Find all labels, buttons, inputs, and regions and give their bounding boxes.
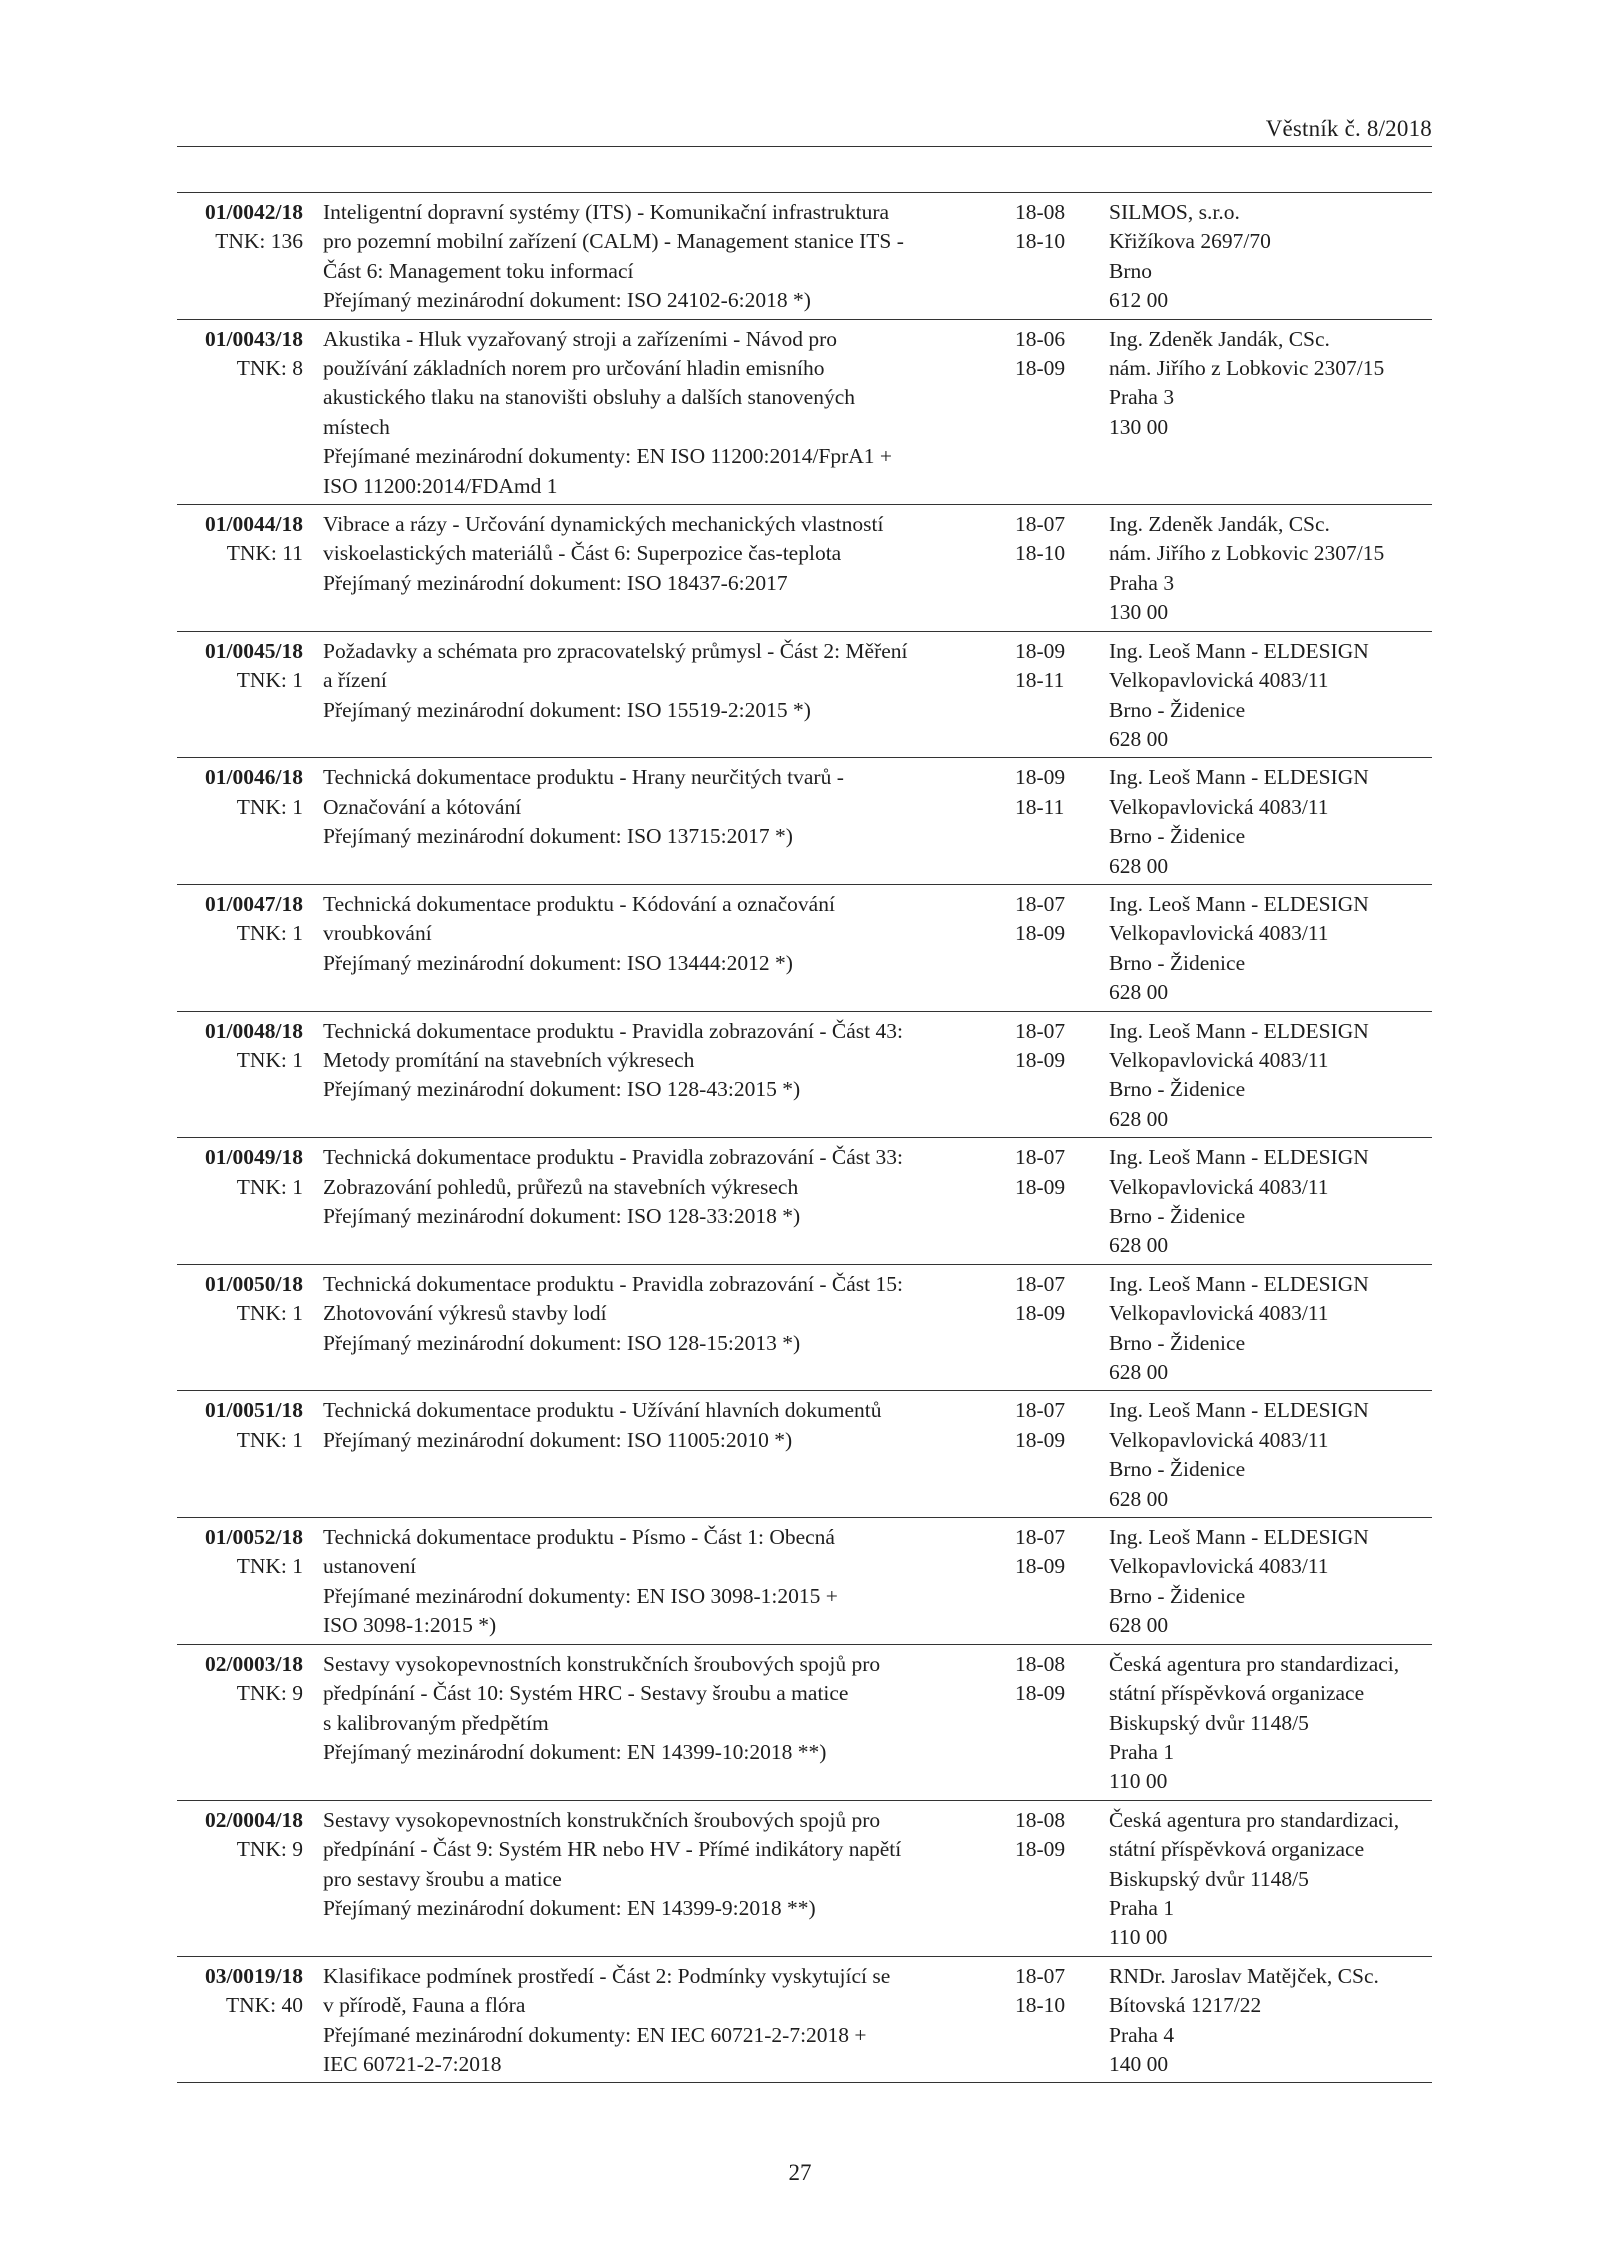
date-line: 18-09 <box>1015 1301 1066 1326</box>
description-line: Technická dokumentace produktu - Hrany neurčitých tvarů - <box>323 765 844 790</box>
entry-number: 01/0043/18 <box>205 326 303 351</box>
description-line: IEC 60721-2-7:2018 <box>323 2051 502 2076</box>
entry-id-column <box>177 325 303 384</box>
address-line: 110 00 <box>1109 1925 1168 1950</box>
entry-dates <box>1015 1143 1109 1261</box>
address-line: Česká agentura pro standardizaci, <box>1109 1651 1400 1676</box>
entry-address <box>1109 1806 1432 1953</box>
date-line: 18-09 <box>1015 638 1066 663</box>
address-line: Velkopavlovická 4083/11 <box>1109 794 1329 819</box>
entry-id-column <box>177 1962 303 2021</box>
address-line: 628 00 <box>1109 1613 1169 1638</box>
entry-dates <box>1015 510 1109 628</box>
entry-id-column <box>177 198 303 257</box>
entry-number: 01/0052/18 <box>205 1525 303 1550</box>
entry-id-column <box>177 1143 303 1202</box>
date-line: 18-07 <box>1015 1018 1066 1043</box>
entry-description <box>323 1650 1015 1797</box>
address-line: 140 00 <box>1109 2051 1169 2076</box>
entry-id-column <box>177 890 303 949</box>
entry-id-column <box>177 1270 303 1329</box>
address-line: Biskupský dvůr 1148/5 <box>1109 1710 1309 1735</box>
standard-entry <box>177 1265 1432 1392</box>
address-line: 628 00 <box>1109 1106 1169 1131</box>
date-line: 18-10 <box>1015 1993 1066 2018</box>
address-line: Brno - Židenice <box>1109 697 1246 722</box>
date-line: 18-07 <box>1015 891 1066 916</box>
entry-description <box>323 198 1015 316</box>
standard-entry <box>177 1518 1432 1645</box>
description-line: ustanovení <box>323 1554 417 1579</box>
date-line: 18-06 <box>1015 326 1066 351</box>
standard-entry <box>177 1138 1432 1265</box>
address-line: 110 00 <box>1109 1769 1168 1794</box>
description-line: Přejímané mezinárodní dokumenty: EN IEC 60721-2-7:2018 + <box>323 2022 867 2047</box>
address-line: 628 00 <box>1109 1233 1169 1258</box>
page-header <box>177 110 1432 147</box>
address-line: 628 00 <box>1109 1486 1169 1511</box>
description-line: Přejímaný mezinárodní dokument: ISO 11005:2010 *) <box>323 1427 793 1452</box>
standard-entry <box>177 1645 1432 1801</box>
date-line: 18-07 <box>1015 1398 1066 1423</box>
address-line: Velkopavlovická 4083/11 <box>1109 1554 1329 1579</box>
description-line: Sestavy vysokopevnostních konstrukčních šroubových spojů pro <box>323 1651 881 1676</box>
date-line: 18-09 <box>1015 921 1066 946</box>
description-line: Přejímaný mezinárodní dokument: ISO 128-33:2018 *) <box>323 1204 801 1228</box>
address-line: Biskupský dvůr 1148/5 <box>1109 1866 1309 1891</box>
entry-dates <box>1015 1017 1109 1135</box>
address-line: Praha 4 <box>1109 2022 1175 2047</box>
address-line: Česká agentura pro standardizaci, <box>1109 1807 1400 1832</box>
tnk-label: TNK: 1 <box>236 668 303 693</box>
standard-entry <box>177 193 1432 320</box>
entry-dates <box>1015 1523 1109 1641</box>
address-line: státní příspěvková organizace <box>1109 1837 1365 1862</box>
address-line: Velkopavlovická 4083/11 <box>1109 1427 1329 1452</box>
description-line: a řízení <box>323 668 387 693</box>
entry-id-column <box>177 1396 303 1455</box>
tnk-label: TNK: 9 <box>236 1837 303 1862</box>
tnk-label: TNK: 9 <box>236 1681 303 1706</box>
tnk-label: TNK: 8 <box>236 356 303 381</box>
date-line: 18-11 <box>1015 794 1065 819</box>
entry-address <box>1109 1962 1432 2080</box>
description-line: Přejímaný mezinárodní dokument: ISO 13444:2012 *) <box>323 950 793 975</box>
entry-dates <box>1015 1806 1109 1953</box>
entry-description <box>323 1143 1015 1261</box>
entry-dates <box>1015 890 1109 1008</box>
address-line: Ing. Zdeněk Jandák, CSc. <box>1109 326 1330 351</box>
description-line: Metody promítání na stavebních výkresech <box>323 1047 695 1072</box>
description-line: viskoelastických materiálů - Část 6: Superpozice čas-teplota <box>323 541 842 566</box>
description-line: Přejímaný mezinárodní dokument: ISO 18437-6:2017 <box>323 570 788 595</box>
address-line: Ing. Leoš Mann - ELDESIGN <box>1109 765 1369 790</box>
description-line: pro sestavy šroubu a matice <box>323 1866 562 1891</box>
description-line: Přejímaný mezinárodní dokument: ISO 24102-6:2018 *) <box>323 288 811 313</box>
description-line: Označování a kótování <box>323 794 522 819</box>
date-line: 18-07 <box>1015 512 1066 537</box>
date-line: 18-09 <box>1015 1047 1066 1072</box>
address-line: Praha 1 <box>1109 1739 1175 1764</box>
address-line: Velkopavlovická 4083/11 <box>1109 1047 1329 1072</box>
entry-address <box>1109 1270 1432 1388</box>
tnk-label: TNK: 1 <box>236 794 303 819</box>
description-line: předpínání - Část 9: Systém HR nebo HV - Přímé indikátory napětí <box>323 1837 902 1862</box>
entry-description <box>323 890 1015 1008</box>
standard-entry <box>177 1801 1432 1957</box>
entry-address <box>1109 325 1432 501</box>
date-line: 18-11 <box>1015 668 1065 693</box>
page-number: 27 <box>788 2160 812 2185</box>
date-line: 18-09 <box>1015 765 1066 790</box>
date-line: 18-09 <box>1015 1554 1066 1579</box>
address-line: nám. Jiřího z Lobkovic 2307/15 <box>1109 541 1385 566</box>
description-line: Požadavky a schémata pro zpracovatelský průmysl - Část 2: Měření <box>323 638 908 663</box>
address-line: Ing. Leoš Mann - ELDESIGN <box>1109 1398 1369 1423</box>
standard-entry <box>177 632 1432 759</box>
address-line: Praha 3 <box>1109 570 1175 595</box>
date-line: 18-08 <box>1015 200 1066 224</box>
entry-description <box>323 1017 1015 1135</box>
entry-address <box>1109 1650 1432 1797</box>
description-line: Přejímaný mezinárodní dokument: ISO 15519-2:2015 *) <box>323 697 811 722</box>
entry-description <box>323 325 1015 501</box>
description-line: pro pozemní mobilní zařízení (CALM) - Management stanice ITS - <box>323 229 904 254</box>
description-line: Přejímaný mezinárodní dokument: ISO 128-15:2013 *) <box>323 1330 801 1355</box>
date-line: 18-08 <box>1015 1651 1066 1676</box>
address-line: Velkopavlovická 4083/11 <box>1109 921 1329 946</box>
entry-dates <box>1015 1962 1109 2080</box>
standard-entry <box>177 1391 1432 1518</box>
date-line: 18-09 <box>1015 1681 1066 1706</box>
date-line: 18-09 <box>1015 1174 1066 1199</box>
address-line: Ing. Leoš Mann - ELDESIGN <box>1109 1145 1369 1170</box>
description-line: Zobrazování pohledů, průřezů na stavebních výkresech <box>323 1174 799 1199</box>
standard-entry <box>177 758 1432 885</box>
date-line: 18-08 <box>1015 1807 1066 1832</box>
description-line: Vibrace a rázy - Určování dynamických mechanických vlastností <box>323 512 884 537</box>
address-line: Brno - Židenice <box>1109 1457 1246 1482</box>
address-line: 628 00 <box>1109 726 1169 751</box>
date-line: 18-10 <box>1015 541 1066 566</box>
description-line: s kalibrovaným předpětím <box>323 1710 549 1735</box>
entry-dates <box>1015 198 1109 316</box>
tnk-label: TNK: 11 <box>226 541 303 566</box>
address-line: 628 00 <box>1109 1360 1169 1385</box>
tnk-label: TNK: 1 <box>236 1427 303 1452</box>
description-line: Inteligentní dopravní systémy (ITS) - Komunikační infrastruktura <box>323 200 890 224</box>
description-line: akustického tlaku na stanovišti obsluhy a dalších stanovených <box>323 385 856 410</box>
description-line: Technická dokumentace produktu - Písmo - Část 1: Obecná <box>323 1525 835 1550</box>
standards-list <box>177 192 1432 2083</box>
description-line: Technická dokumentace produktu - Pravidla zobrazování - Část 43: <box>323 1018 903 1043</box>
entry-id-column <box>177 1523 303 1582</box>
address-line: Ing. Leoš Mann - ELDESIGN <box>1109 1271 1369 1296</box>
address-line: státní příspěvková organizace <box>1109 1681 1365 1706</box>
description-line: Přejímaný mezinárodní dokument: EN 14399-9:2018 **) <box>323 1895 816 1920</box>
entry-id-column <box>177 637 303 696</box>
entry-number: 01/0051/18 <box>205 1398 303 1423</box>
entry-address <box>1109 763 1432 881</box>
date-line: 18-09 <box>1015 1427 1066 1452</box>
entry-number: 01/0050/18 <box>205 1271 303 1296</box>
tnk-label: TNK: 1 <box>236 921 303 946</box>
entry-description <box>323 1806 1015 1953</box>
address-line: Bítovská 1217/22 <box>1109 1993 1262 2018</box>
entry-description <box>323 763 1015 881</box>
description-line: Část 6: Management toku informací <box>323 258 634 283</box>
tnk-label: TNK: 1 <box>236 1301 303 1326</box>
description-line: Technická dokumentace produktu - Pravidla zobrazování - Část 15: <box>323 1271 903 1296</box>
entry-dates <box>1015 637 1109 755</box>
entry-number: 02/0004/18 <box>205 1807 303 1832</box>
entry-description <box>323 637 1015 755</box>
address-line: Ing. Leoš Mann - ELDESIGN <box>1109 1525 1369 1550</box>
address-line: 628 00 <box>1109 853 1169 878</box>
date-line: 18-10 <box>1015 229 1066 254</box>
tnk-label: TNK: 1 <box>236 1554 303 1579</box>
entry-id-column <box>177 1650 303 1709</box>
description-line: Přejímaný mezinárodní dokument: ISO 128-43:2015 *) <box>323 1077 801 1102</box>
address-line: 612 00 <box>1109 288 1169 313</box>
entry-dates <box>1015 1396 1109 1514</box>
address-line: Ing. Leoš Mann - ELDESIGN <box>1109 891 1369 916</box>
description-line: Sestavy vysokopevnostních konstrukčních šroubových spojů pro <box>323 1807 881 1832</box>
address-line: Ing. Leoš Mann - ELDESIGN <box>1109 1018 1369 1043</box>
entry-number: 02/0003/18 <box>205 1651 303 1676</box>
address-line: Brno - Židenice <box>1109 1330 1246 1355</box>
address-line: 130 00 <box>1109 600 1169 625</box>
address-line: Praha 1 <box>1109 1895 1175 1920</box>
address-line: SILMOS, s.r.o. <box>1109 200 1240 224</box>
address-line: Brno - Židenice <box>1109 824 1246 849</box>
entry-number: 01/0045/18 <box>205 638 303 663</box>
date-line: 18-09 <box>1015 356 1066 381</box>
description-line: předpínání - Část 10: Systém HRC - Sestavy šroubu a matice <box>323 1681 849 1706</box>
description-line: Přejímaný mezinárodní dokument: EN 14399-10:2018 **) <box>323 1739 827 1764</box>
date-line: 18-07 <box>1015 1963 1066 1988</box>
address-line: Velkopavlovická 4083/11 <box>1109 1174 1329 1199</box>
description-line: Přejímané mezinárodní dokumenty: EN ISO 3098-1:2015 + <box>323 1583 838 1608</box>
description-line: ISO 11200:2014/FDAmd 1 <box>323 473 558 498</box>
tnk-label: TNK: 1 <box>236 1047 303 1072</box>
date-line: 18-09 <box>1015 1837 1066 1862</box>
entry-description <box>323 510 1015 628</box>
description-line: vroubkování <box>323 921 432 946</box>
address-line: Velkopavlovická 4083/11 <box>1109 1301 1329 1326</box>
description-line: Přejímané mezinárodní dokumenty: EN ISO 11200:2014/FprA1 + <box>323 444 893 469</box>
address-line: Ing. Zdeněk Jandák, CSc. <box>1109 512 1330 537</box>
description-line: Zhotovování výkresů stavby lodí <box>323 1301 607 1326</box>
address-line: Brno - Židenice <box>1109 1077 1246 1102</box>
address-line: Praha 3 <box>1109 385 1175 410</box>
entry-address <box>1109 890 1432 1008</box>
address-line: RNDr. Jaroslav Matějček, CSc. <box>1109 1963 1379 1988</box>
standard-entry <box>177 1957 1432 2084</box>
address-line: Brno - Židenice <box>1109 950 1246 975</box>
entry-description <box>323 1523 1015 1641</box>
entry-dates <box>1015 1270 1109 1388</box>
entry-id-column <box>177 510 303 569</box>
address-line: Ing. Leoš Mann - ELDESIGN <box>1109 638 1369 663</box>
description-line: Akustika - Hluk vyzařovaný stroji a zařízeními - Návod pro <box>323 326 838 351</box>
date-line: 18-07 <box>1015 1145 1066 1170</box>
entry-dates <box>1015 1650 1109 1797</box>
entry-number: 01/0046/18 <box>205 765 303 790</box>
entry-id-column <box>177 1017 303 1076</box>
address-line: nám. Jiřího z Lobkovic 2307/15 <box>1109 356 1385 381</box>
entry-address <box>1109 1523 1432 1641</box>
entry-number: 01/0047/18 <box>205 891 303 916</box>
entry-dates <box>1015 763 1109 881</box>
address-line: 628 00 <box>1109 980 1169 1005</box>
tnk-label: TNK: 40 <box>225 1993 303 2018</box>
description-line: ISO 3098-1:2015 *) <box>323 1613 497 1638</box>
entry-id-column <box>177 763 303 822</box>
address-line: Brno - Židenice <box>1109 1204 1246 1228</box>
description-line: Přejímaný mezinárodní dokument: ISO 13715:2017 *) <box>323 824 793 849</box>
standard-entry <box>177 1012 1432 1139</box>
entry-address <box>1109 198 1432 316</box>
address-line: Brno - Židenice <box>1109 1583 1246 1608</box>
address-line: Křižíkova 2697/70 <box>1109 229 1271 254</box>
entry-description <box>323 1396 1015 1514</box>
date-line: 18-07 <box>1015 1525 1066 1550</box>
address-line: Velkopavlovická 4083/11 <box>1109 668 1329 693</box>
description-line: v přírodě, Fauna a flóra <box>323 1993 526 2018</box>
entry-address <box>1109 510 1432 628</box>
entry-number: 01/0049/18 <box>205 1145 303 1170</box>
date-line: 18-07 <box>1015 1271 1066 1296</box>
entry-dates <box>1015 325 1109 501</box>
entry-number: 03/0019/18 <box>205 1963 303 1988</box>
entry-description <box>323 1270 1015 1388</box>
entry-number: 01/0044/18 <box>205 512 303 537</box>
entry-address <box>1109 1396 1432 1514</box>
entry-address <box>1109 1143 1432 1261</box>
description-line: místech <box>323 414 390 439</box>
description-line: Klasifikace podmínek prostředí - Část 2: Podmínky vyskytující se <box>323 1963 891 1988</box>
standard-entry <box>177 885 1432 1012</box>
standard-entry <box>177 320 1432 505</box>
entry-id-column <box>177 1806 303 1865</box>
address-line: Brno <box>1109 258 1152 283</box>
standard-entry <box>177 505 1432 632</box>
entry-number: 01/0048/18 <box>205 1018 303 1043</box>
entry-description <box>323 1962 1015 2080</box>
description-line: Technická dokumentace produktu - Pravidla zobrazování - Část 33: <box>323 1145 903 1170</box>
entry-address <box>1109 637 1432 755</box>
tnk-label: TNK: 1 <box>236 1174 303 1199</box>
bulletin-title: Věstník č. 8/2018 <box>1265 116 1432 141</box>
entry-address <box>1109 1017 1432 1135</box>
address-line: 130 00 <box>1109 414 1169 439</box>
description-line: používání základních norem pro určování hladin emisního <box>323 356 825 381</box>
entry-number: 01/0042/18 <box>205 200 303 224</box>
description-line: Technická dokumentace produktu - Užívání hlavních dokumentů <box>323 1398 882 1423</box>
tnk-label: TNK: 136 <box>215 229 303 254</box>
description-line: Technická dokumentace produktu - Kódování a označování <box>323 891 835 916</box>
